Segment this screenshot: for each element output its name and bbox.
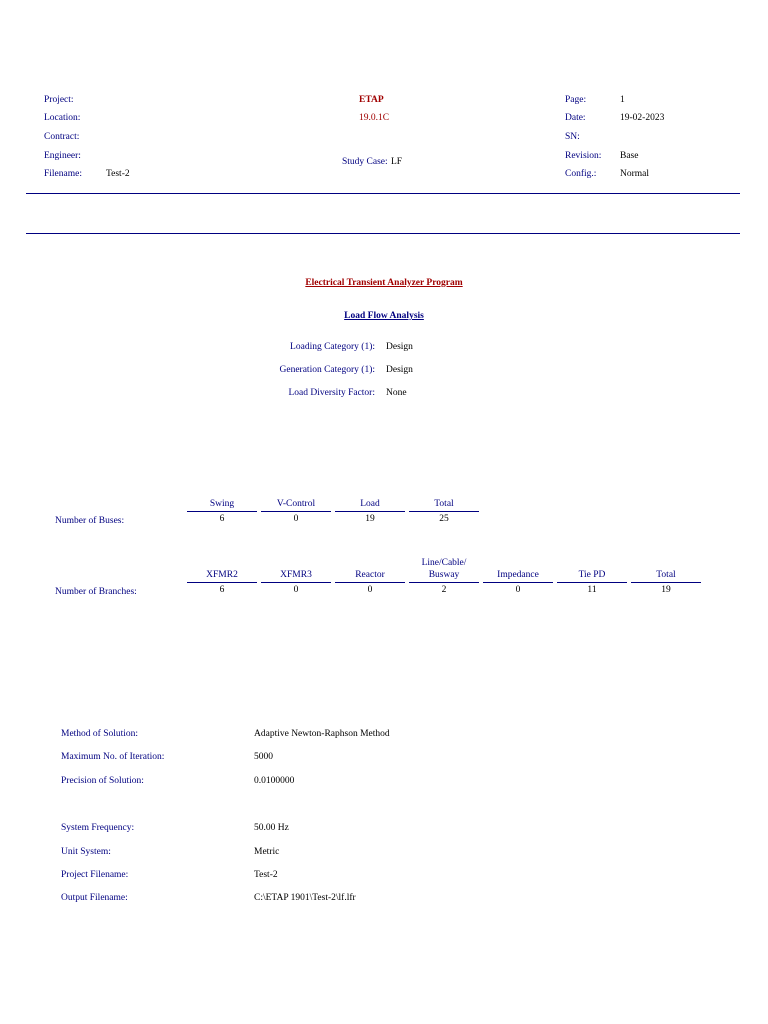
branches-value-tiepd: 11 bbox=[587, 585, 597, 595]
precision-value: 0.0100000 bbox=[254, 776, 295, 786]
branches-header-impedance: Impedance bbox=[483, 570, 553, 583]
branches-header-xfmr2: XFMR2 bbox=[187, 570, 257, 583]
unit-system-label: Unit System: bbox=[61, 847, 111, 857]
unit-system-value: Metric bbox=[254, 847, 280, 857]
buses-header-load: Load bbox=[335, 499, 405, 512]
project-label: Project: bbox=[44, 95, 74, 105]
study-case-value: LF bbox=[391, 157, 403, 167]
load-diversity-label: Load Diversity Factor: bbox=[288, 388, 375, 398]
loading-category-value: Design bbox=[386, 342, 413, 352]
branches-header-line-cable: Busway bbox=[409, 570, 479, 583]
app-name: ETAP bbox=[359, 95, 384, 105]
output-filename-value: C:\ETAP 1901\Test-2\lf.lfr bbox=[254, 893, 356, 903]
branches-value-reactor: 0 bbox=[367, 585, 373, 595]
filename-label: Filename: bbox=[44, 169, 82, 179]
precision-label: Precision of Solution: bbox=[61, 776, 144, 786]
location-label: Location: bbox=[44, 113, 81, 123]
generation-category-value: Design bbox=[386, 365, 413, 375]
contract-label: Contract: bbox=[44, 132, 80, 142]
buses-label: Number of Buses: bbox=[55, 516, 125, 526]
study-case-label: Study Case: bbox=[342, 157, 388, 167]
branches-label: Number of Branches: bbox=[55, 587, 137, 597]
buses-header-total: Total bbox=[409, 499, 479, 512]
loading-category-label: Loading Category (1): bbox=[290, 342, 375, 352]
branches-value-total: 19 bbox=[661, 585, 671, 595]
branches-header-xfmr3: XFMR3 bbox=[261, 570, 331, 583]
revision-value: Base bbox=[620, 151, 639, 161]
buses-value-swing: 6 bbox=[219, 514, 225, 524]
generation-category-label: Generation Category (1): bbox=[279, 365, 375, 375]
system-frequency-value: 50.00 Hz bbox=[254, 823, 289, 833]
buses-header-vcontrol: V-Control bbox=[261, 499, 331, 512]
program-title: Electrical Transient Analyzer Program bbox=[305, 278, 463, 288]
header-divider bbox=[26, 193, 740, 194]
max-iteration-value: 5000 bbox=[254, 752, 273, 762]
system-frequency-label: System Frequency: bbox=[61, 823, 135, 833]
branches-value-impedance: 0 bbox=[515, 585, 521, 595]
branches-header-line-cable-line1: Line/Cable/ bbox=[421, 558, 467, 568]
buses-value-vcontrol: 0 bbox=[293, 514, 299, 524]
sn-label: SN: bbox=[565, 132, 580, 142]
date-label: Date: bbox=[565, 113, 586, 123]
page-label: Page: bbox=[565, 95, 587, 105]
branches-header-total: Total bbox=[631, 570, 701, 583]
filename-value: Test-2 bbox=[106, 169, 130, 179]
method-of-solution-label: Method of Solution: bbox=[61, 729, 139, 739]
branches-header-tiepd: Tie PD bbox=[557, 570, 627, 583]
analysis-title: Load Flow Analysis bbox=[344, 311, 424, 321]
max-iteration-label: Maximum No. of Iteration: bbox=[61, 752, 165, 762]
method-of-solution-value: Adaptive Newton-Raphson Method bbox=[254, 729, 390, 739]
buses-value-total: 25 bbox=[439, 514, 449, 524]
branches-value-xfmr2: 6 bbox=[219, 585, 225, 595]
page-value: 1 bbox=[620, 95, 625, 105]
branches-header-reactor: Reactor bbox=[335, 570, 405, 583]
config-label: Config.: bbox=[565, 169, 597, 179]
load-diversity-value: None bbox=[386, 388, 407, 398]
project-filename-value: Test-2 bbox=[254, 870, 278, 880]
buses-value-load: 19 bbox=[365, 514, 375, 524]
revision-label: Revision: bbox=[565, 151, 602, 161]
date-value: 19-02-2023 bbox=[620, 113, 665, 123]
app-version: 19.0.1C bbox=[359, 113, 390, 123]
content-divider bbox=[26, 233, 740, 234]
engineer-label: Engineer: bbox=[44, 151, 81, 161]
output-filename-label: Output Filename: bbox=[61, 893, 128, 903]
config-value: Normal bbox=[620, 169, 650, 179]
branches-value-xfmr3: 0 bbox=[293, 585, 299, 595]
project-filename-label: Project Filename: bbox=[61, 870, 129, 880]
buses-header-swing: Swing bbox=[187, 499, 257, 512]
branches-value-line-cable: 2 bbox=[441, 585, 447, 595]
